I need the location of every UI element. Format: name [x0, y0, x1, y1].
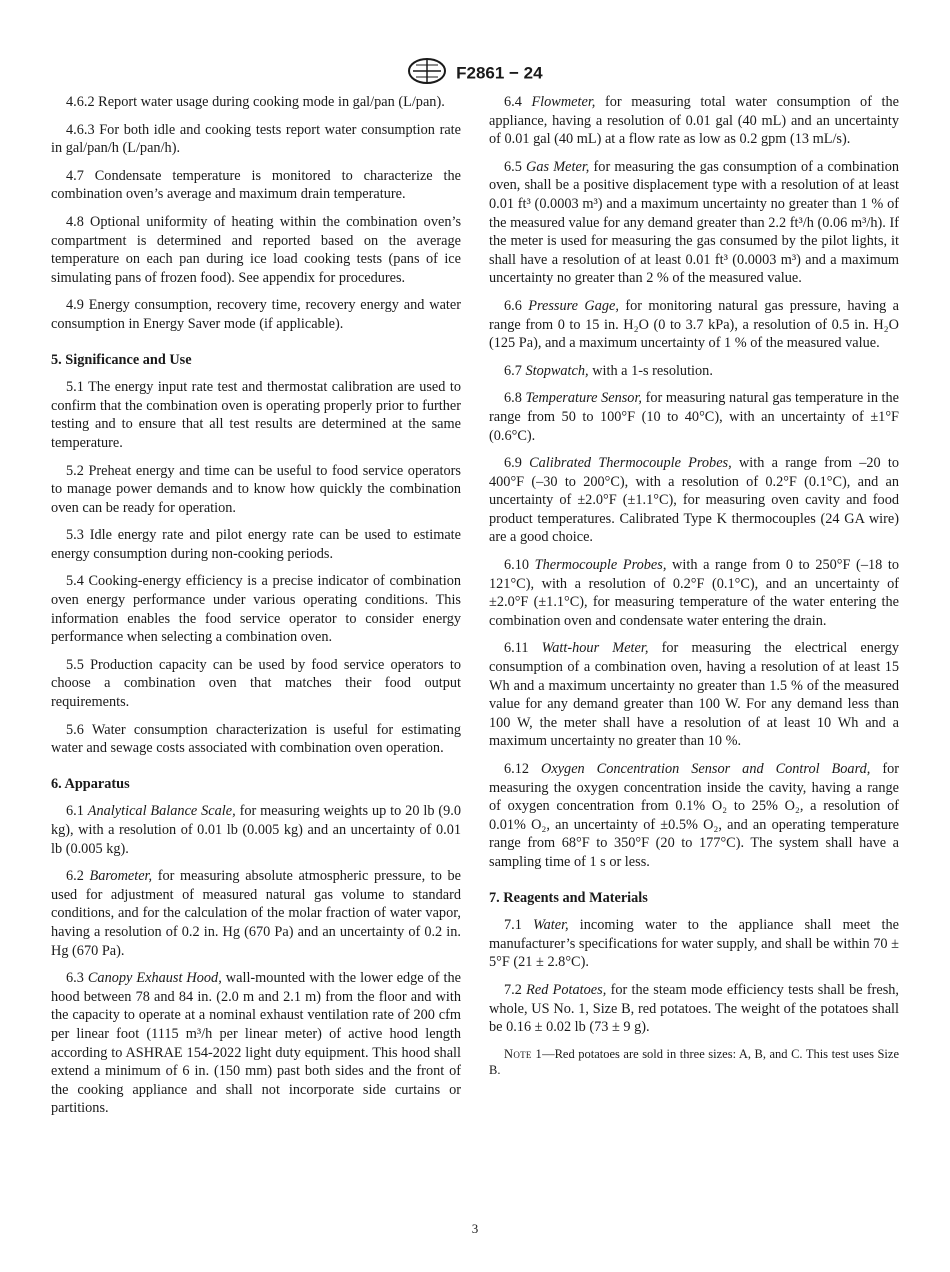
clause-number: 7.1 [504, 917, 522, 934]
clause-number: 6.10 [504, 557, 530, 574]
clause-term: Canopy Exhaust Hood, [87, 970, 222, 987]
clause-number: 5.2 [66, 462, 84, 479]
clause-number: 5.5 [66, 656, 84, 673]
clause-number: 6.2 [66, 868, 84, 885]
clause-number: 6.12 [504, 761, 530, 777]
clause-number: 5.4 [66, 573, 84, 590]
clause-6-5 [489, 158, 899, 288]
clause-number: 4.6.3 [66, 121, 95, 138]
clause-term: Water, [533, 917, 569, 934]
clause-7-1 [489, 916, 899, 972]
clause-text: for measuring the oxygen concentration inside the cavity, having a range of oxygen concentration from 0.1% O₂ to 25% O₂, a resolution of 0.01% O₂, an uncertainty of ±0.5% O₂, and an operating temperature range from 68°F to 350°F (20 to 177°C). The system shall have a sampling time of 1 s or less. [489, 761, 900, 870]
clause-text: for measuring natural gas temperature in the range from 50 to 100°F (10 to 40°C), with an uncertainty of ±1°F (0.6°C). [489, 390, 900, 444]
page-number: 3 [471, 1221, 479, 1236]
clause-text: for measuring weights up to 20 lb (9.0 kg), with a resolution of 0.01 lb (0.005 kg) and an uncertainty of 0.01 lb (0.005 kg). [51, 803, 462, 857]
clause-6-2 [51, 867, 461, 960]
clause-number: 7.2 [504, 981, 522, 998]
clause-5-4 [51, 572, 461, 646]
clause-number: 5.6 [66, 721, 84, 738]
clause-text: for measuring absolute atmospheric pressure, to be used for adjustment of measured natural gas volume to standard conditions, and for the calculation of the molar fraction of water vapor, having a resolution of 0.2 in. Hg (670 Pa) and an uncertainty of 0.2 in. Hg (670 Pa). [51, 868, 462, 959]
clause-term: Watt-hour Meter, [541, 640, 649, 657]
clause-5-5 [51, 656, 461, 712]
clause-4-6-2 [51, 93, 461, 112]
clause-number: 4.6.2 [66, 94, 95, 110]
note-label: Note 1 [504, 1046, 543, 1061]
clause-text: Water consumption characterization is useful for estimating water and sewage costs associated with combination oven operation. [51, 721, 461, 757]
clause-text: with a 1-s resolution. [592, 362, 713, 379]
clause-term: Stopwatch, [525, 362, 589, 379]
clause-text: Report water usage during cooking mode in gal/pan (L/pan). [98, 94, 445, 110]
standard-designation: F2861 − 24 [456, 63, 543, 83]
clause-number: 5.3 [66, 527, 84, 544]
clause-term: Barometer, [89, 868, 153, 885]
clause-number: 6.9 [504, 455, 522, 472]
clause-text: incoming water to the appliance shall meet the manufacturer’s specifications for water supply, and shall be within 70 ± 5°F (21 ± 2.8°C). [489, 917, 899, 971]
clause-number: 6.3 [66, 970, 84, 987]
clause-6-12 [489, 760, 899, 872]
clause-term: Oxygen Concentration Sensor and Control Board, [541, 761, 871, 777]
clause-term: Pressure Gage, [528, 297, 619, 314]
note-text: —Red potatoes are sold in three sizes: A, B, and C. This test uses Size B. [489, 1046, 900, 1077]
right-column [489, 93, 899, 1078]
clause-text: Idle energy rate and pilot energy rate can be used to estimate energy consumption during non-cooking periods. [51, 527, 462, 562]
clause-number: 6.4 [504, 94, 522, 110]
clause-number: 4.9 [66, 297, 84, 314]
clause-text: for measuring the gas consumption of a combination oven, shall be a positive displacement type with a resolution of at least 0.01 ft³ (0.0003 m³) and a maximum uncertainty no greater than 1 % of the measured value for any demand greater than 2.2 ft³/h (0.06 m³/h). If the meter is used for measuring the gas consumed by the pilot lights, it shall have a resolution of at least 0.01 ft³ (0.0003 m³) and a maximum uncertainty no greater than 2 % of the measured value. [489, 158, 900, 287]
clause-text: for monitoring natural gas pressure, having a range from 0 to 15 in. H₂O (0 to 3.7 kPa), a resolution of 0.5 in. H₂O (125 Pa), and a maximum uncertainty of 1 % of the measured value. [489, 297, 899, 352]
clause-text: for the steam mode efficiency tests shall be fresh, whole, US No. 1, Size B, red potatoes. The weight of the potatoes shall be 0.16 ± 0.02 lb (73 ± 9 g). [489, 981, 899, 1036]
clause-text: Cooking-energy efficiency is a precise indicator of combination oven energy performance under various operating conditions. This information enables the food service operator to consider energy performance when selecting a combination oven. [51, 573, 461, 646]
clause-text: for measuring total water consumption of the appliance, having a resolution of 0.01 gal (40 mL) and an uncertainty of 0.01 gal (40 mL) at a flow rate as low as 0.2 gpm (13 mL/s). [489, 94, 900, 148]
clause-number: 4.7 [66, 167, 84, 184]
clause-text: The energy input rate test and thermostat calibration are used to confirm that the combination oven is operating properly prior to further testing and to ensure that all test results are determined at the same temperature. [51, 379, 461, 451]
clause-number: 6.1 [66, 803, 84, 820]
clause-text: For both idle and cooking tests report water consumption rate in gal/pan/h (L/pan/h). [51, 121, 461, 157]
clause-text: Optional uniformity of heating within the combination oven’s compartment is determined and reported based on the average temperature on each pan during ice load cooking tests (pans of ice simulating pans of frozen food). See appendix for procedures. [51, 213, 462, 286]
clause-text: with a range from 0 to 250°F (–18 to 121°C), with a resolution of 0.2°F (0.1°C), and an uncertainty of ±2.0°F (±1.1°C), for measuring temperature of the water entering the combination oven and condensate water entering the drain. [489, 557, 900, 629]
clause-term: Analytical Balance Scale, [87, 803, 236, 820]
clause-5-1 [51, 378, 461, 452]
clause-number: 4.8 [66, 213, 84, 230]
clause-4-7 [51, 167, 461, 204]
clause-6-6 [489, 297, 899, 353]
clause-text: Preheat energy and time can be useful to food service operators to manage power demands and to know how quickly the combination oven can be ready for operation. [51, 462, 461, 516]
clause-7-2 [489, 981, 899, 1037]
clause-number: 5.1 [66, 379, 84, 396]
clause-number: 6.11 [504, 640, 529, 657]
clause-6-3 [51, 969, 461, 1118]
clause-term: Temperature Sensor, [525, 390, 643, 407]
clause-number: 6.6 [504, 297, 522, 314]
clause-6-4 [489, 93, 899, 149]
astm-logo-icon [407, 57, 447, 90]
clause-6-7 [489, 362, 899, 381]
clause-4-8 [51, 213, 461, 287]
section-heading: 7. Reagents and Materials [489, 889, 648, 906]
clause-5-3 [51, 526, 461, 563]
page-header [0, 57, 950, 90]
left-column [51, 93, 461, 1127]
clause-term: Thermocouple Probes, [534, 557, 667, 574]
clause-term: Flowmeter, [531, 94, 596, 110]
clause-term: Gas Meter, [526, 158, 590, 175]
clause-5-2 [51, 462, 461, 518]
clause-term: Red Potatoes, [526, 981, 607, 998]
clause-text: Production capacity can be used by food service operators to choose a combination oven that matches their food output requirements. [51, 656, 461, 711]
clause-text: Energy consumption, recovery time, recovery energy and water consumption in Energy Saver mode (if applicable). [51, 297, 461, 332]
clause-number: 6.8 [504, 390, 522, 407]
clause-text: wall-mounted with the lower edge of the hood between 78 and 84 in. (2.0 m and 2.1 m) from the floor and with the capacity to operate at a nominal exhaust ventilation rate of 200 cfm per linear foot (1115 m³/h per linear meter) of active hood length according to ASHRAE 154-2022 light duty equipment. This hood shall extend a minimum of 6 in. (150 mm) past both sides and the front of the cooking appliance and shall not incorporate side curtains or partitions. [51, 970, 462, 1117]
clause-4-9 [51, 296, 461, 333]
clause-6-8 [489, 389, 899, 445]
note [489, 1046, 899, 1078]
clause-text: for measuring the electrical energy consumption of a combination oven, having a resolution of at least 15 Wh and a maximum uncertainty no greater than 1.5 % of the measured value for any demand greater than 100 W. For any demand less than 100 W, the meter shall have a resolution of at least 10 Wh and a maximum uncertainty no greater than 10 %. [489, 640, 899, 750]
clause-term: Calibrated Thermocouple Probes, [529, 455, 732, 472]
clause-6-11 [489, 639, 899, 751]
clause-number: 6.7 [504, 362, 522, 379]
section-heading: 5. Significance and Use [51, 351, 192, 368]
clause-4-6-3 [51, 121, 461, 158]
clause-6-10 [489, 556, 899, 630]
clause-number: 6.5 [504, 158, 522, 175]
section-heading: 6. Apparatus [51, 775, 130, 792]
clause-6-9 [489, 454, 899, 547]
clause-6-1 [51, 802, 461, 858]
clause-text: with a range from –20 to 400°F (–30 to 200°C), with a resolution of 0.2°F (0.1°C), and an uncertainty of ±2.0°F (±1.1°C), for measuring oven cavity and food product temperatures. Calibrated Type K thermocouples (24 GA wire) are a good choice. [489, 455, 900, 546]
clause-5-6 [51, 721, 461, 758]
clause-text: Condensate temperature is monitored to characterize the combination oven’s average and maximum drain temperature. [51, 167, 461, 203]
